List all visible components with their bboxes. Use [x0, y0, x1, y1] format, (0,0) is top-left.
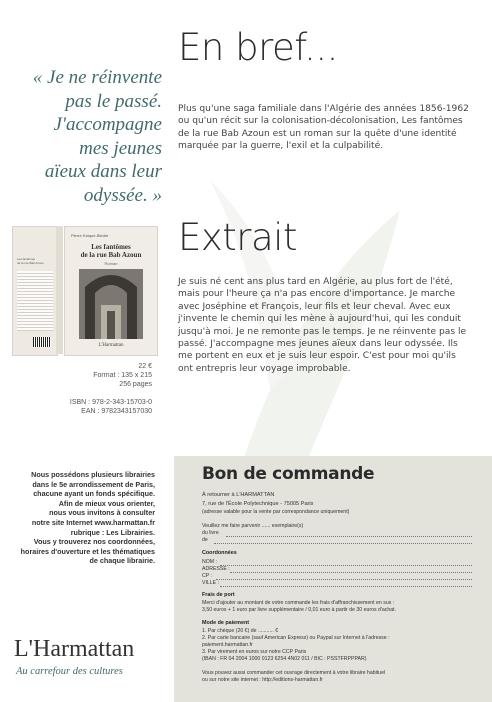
order-name-label: NOM :	[202, 559, 217, 565]
text-line: nous vous invitons à consulter	[49, 508, 155, 518]
text-line: de chaque librairie.	[89, 556, 155, 566]
paiement-line: 2. Par carte bancaire (sauf American Express) ou Paypal sur Internet à l'adresse :	[202, 635, 390, 641]
frais-heading: Frais de port	[202, 592, 235, 598]
book-isbn: ISBN : 978-2-343-15703-0	[69, 399, 152, 406]
text-line: ou qu'un récit sur la colonisation-décolonisation, Les fantômes	[178, 116, 463, 127]
paiement-heading: Mode de paiement	[202, 620, 250, 626]
quote-line: pas le passé.	[65, 90, 162, 112]
book-price: 22 €	[138, 363, 152, 370]
paiement-line: 3. Par virement en euros sur notre CCP Paris	[202, 649, 307, 655]
text-line: j'invente le chemin qui les mène à aujourd'hui, qui les conduit	[178, 314, 461, 325]
frais-line: Merci d'ajouter au montant de votre commande les frais d'affranchissement en sus :	[202, 600, 395, 606]
book-back-cover	[12, 226, 58, 356]
pull-quote	[10, 66, 162, 207]
order-request: Veuillez me faire parvenir ...... exemplaire(s)	[202, 523, 304, 529]
order-footer-link[interactable]: ou sur notre site internet : http://editions-harmattan.fr	[202, 677, 323, 683]
barcode	[33, 337, 51, 347]
coordonnees-heading: Coordonnées	[202, 550, 237, 556]
quote-line: « Je ne réinvente	[32, 67, 162, 88]
harmattan-tagline: Au carrefour des cultures	[16, 666, 123, 677]
book-spine	[56, 226, 63, 354]
paiement-line: (IBAN : FR 04 2004 1000 0123 6254 4N02 011 / BIC : PSSTFRPPPAR)	[202, 656, 367, 662]
quote-line: aïeux dans leur	[44, 161, 162, 182]
book-format: Format : 135 x 215	[93, 372, 152, 379]
text-line: horaires d'ouverture et les thématiques	[20, 546, 155, 556]
order-book-field[interactable]	[226, 536, 472, 537]
order-adresse-label: ADRESSE :	[202, 566, 230, 572]
text-line: jusqu'à moi. Je ne remonte pas le temps. Je ne réinvente pas le	[178, 326, 467, 337]
quote-line: J'accompagne	[53, 114, 162, 135]
text-line: Afin de mieux vous orienter,	[58, 498, 155, 508]
en-bref-heading: En bref...	[178, 26, 338, 69]
text-line: passé. J'accompagne mes jeunes aïeux dans leur odyssée. Ils	[178, 339, 458, 350]
quote-line: odyssée. »	[83, 184, 162, 206]
order-address-note: (adresse valable pour la vente par correspondance uniquement)	[202, 509, 350, 515]
libraries-note	[8, 470, 155, 566]
text-line: marquée par la guerre, l'exil et la culpabilité.	[178, 141, 384, 152]
text-line: ont entrepris leur voyage improbable.	[178, 363, 351, 374]
paiement-line: 1. Par chèque (20 €) de ........... €	[202, 628, 279, 634]
order-cp-label: CP :	[202, 573, 212, 579]
text-line: rubrique : Les Librairies.	[70, 527, 155, 537]
order-address: 7, rue de l'École Polytechnique - 75005 Paris	[202, 501, 314, 507]
back-cover-blurb	[17, 271, 53, 331]
text-line: de la rue Bab Azoun est un roman sur la quête d'une identité	[178, 128, 457, 139]
book-front-cover	[64, 226, 158, 356]
order-name-field[interactable]	[220, 565, 472, 566]
text-line: avec Joséphine et François, leur fils et leur cheval. Avec eux	[178, 301, 451, 312]
cover-title: Les fantômes de la rue Bab Azoun	[80, 243, 142, 259]
text-line: mais pour l'heure ça n'a pas encore d'importance. Je marche	[178, 289, 456, 300]
quote-line: mes jeunes	[79, 137, 162, 159]
text-line: dans le 5e arrondissement de Paris,	[32, 479, 155, 489]
back-cover-title: Les fantômes de la rue Bab Azoun	[17, 257, 45, 265]
text-line: Plus qu'une saga familiale dans l'Algérie des années 1856-1962	[178, 104, 469, 114]
extrait-heading: Extrait	[178, 216, 297, 259]
order-author-label: de	[202, 537, 208, 543]
paiement-link[interactable]: paiement.harmattan.fr	[202, 642, 253, 648]
order-return-to: À retourner à L'HARMATTAN	[202, 492, 275, 498]
order-ville-field[interactable]	[220, 586, 472, 587]
book-pages: 256 pages	[119, 381, 152, 388]
text-line: chacune ayant un fonds spécifique.	[33, 489, 155, 499]
en-bref-text	[178, 103, 478, 153]
harmattan-logo: L'Harmattan	[14, 636, 135, 662]
cover-publisher-logo: L'Harmattan	[98, 343, 124, 348]
book-ean: EAN : 9782343157030	[81, 408, 152, 415]
book-codes	[60, 398, 152, 416]
order-cp-field[interactable]	[216, 579, 472, 580]
cover-photo	[79, 269, 143, 339]
order-footer-line: Vous pouvez aussi commander cet ouvrage directement à votre libraire habituel	[202, 670, 386, 676]
order-author-field[interactable]	[214, 543, 472, 544]
order-ville-label: VILLE :	[202, 580, 220, 586]
cover-author: Pierre Kaïque-Blédre	[71, 233, 109, 238]
order-adresse-field[interactable]	[230, 572, 472, 573]
cover-genre: Roman	[104, 261, 118, 266]
frais-line: 3,50 euros + 1 euro par livre supplémentaire / 0,01 euro à partir de 30 euros d'achat.	[202, 607, 397, 613]
text-line: Je suis né cent ans plus tard en Algérie, au plus fort de l'été,	[178, 277, 453, 287]
order-book-label: du livre	[202, 530, 219, 536]
text-line: Vous y trouverez nos coordonnées,	[33, 537, 155, 547]
text-line: notre site Internet www.harmattan.fr	[31, 517, 155, 527]
text-line: Nous possédons plusieurs librairies	[31, 470, 155, 479]
book-specs	[60, 362, 152, 389]
text-line: me portent en eux et je suis leur espoir. C'est pour moi qu'ils	[178, 351, 456, 362]
extrait-text	[178, 276, 478, 375]
order-form-title: Bon de commande	[202, 464, 375, 484]
order-form	[174, 456, 492, 702]
